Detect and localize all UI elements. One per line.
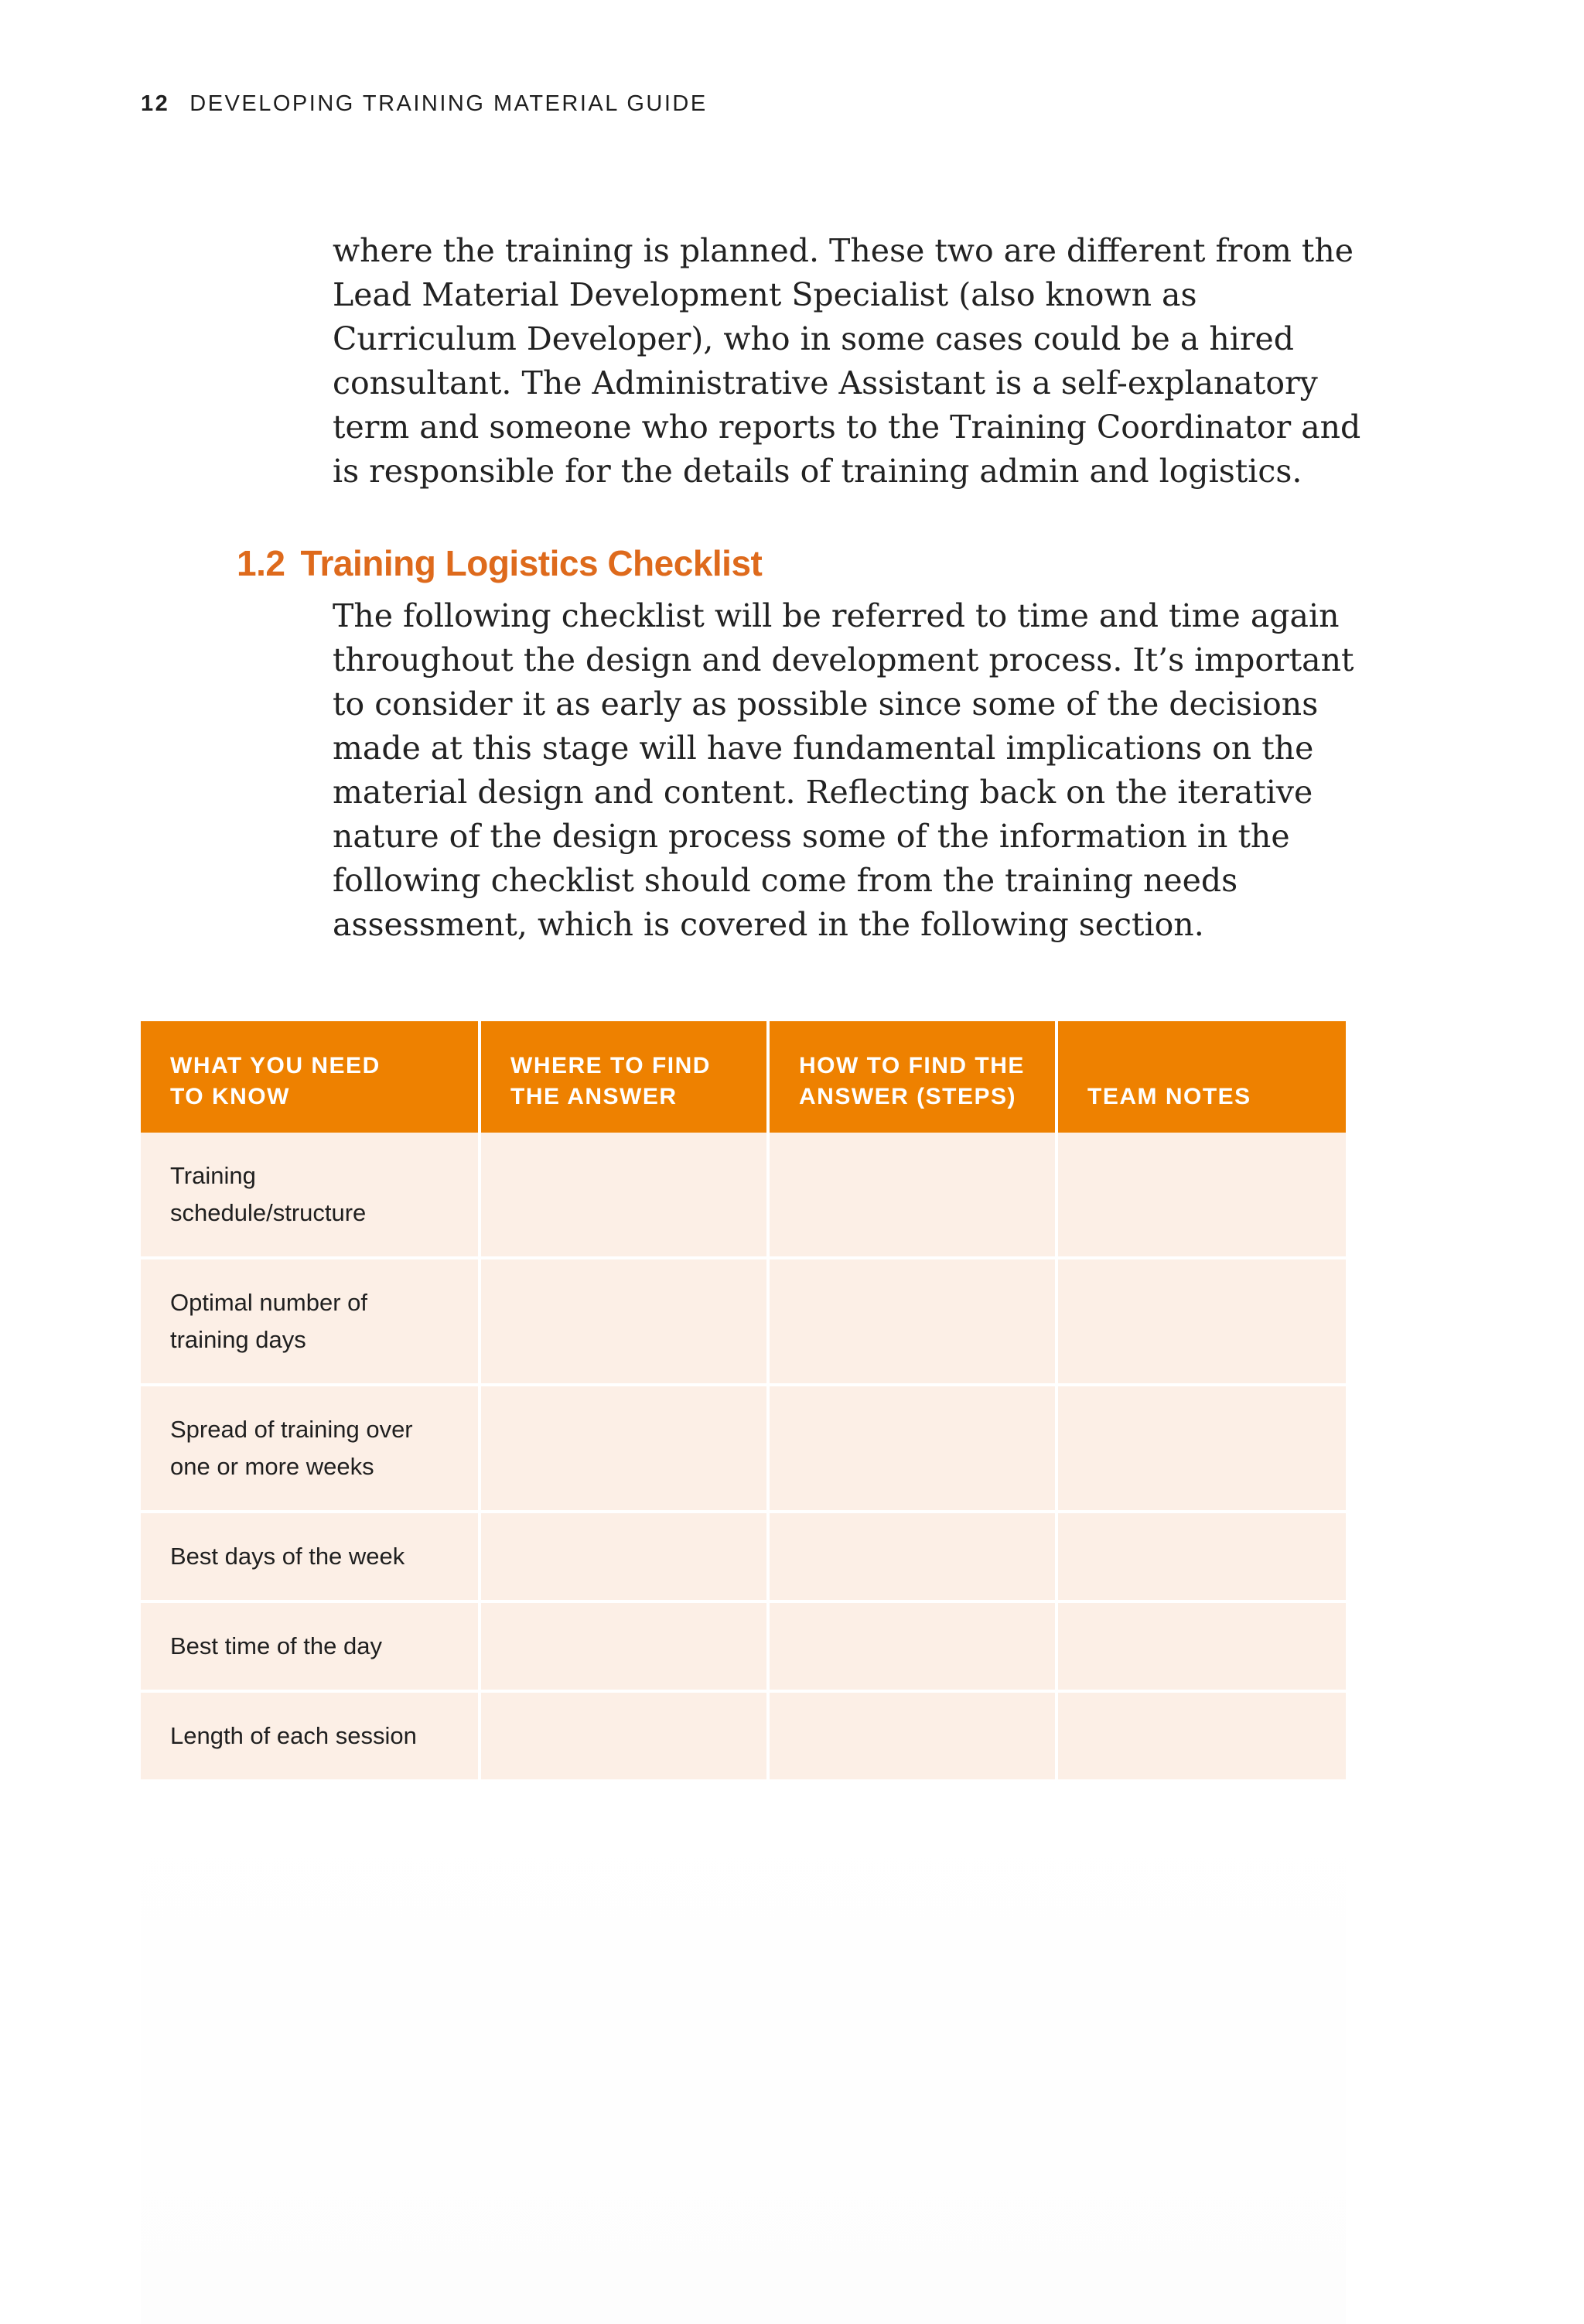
where-cell: [480, 1258, 768, 1385]
where-cell: [480, 1385, 768, 1512]
section-paragraph: The following checklist will be referred to time and time again throughout the design and development process. It’s important to consider it as early as possible since some of the decisions made at this stage will have fundamental implications on the material design and content. Reflecting back on the iterative nature of the design process some of the information in the following checklist should come from the training needs assessment, which is covered in the following section.: [333, 597, 1354, 943]
page-bottom-area: [141, 1787, 1346, 2324]
table-row: [141, 1133, 1346, 1258]
where-cell: [480, 1133, 768, 1258]
notes-cell: [1057, 1512, 1346, 1601]
how-cell: [768, 1385, 1057, 1512]
row-label: Spread of training over one or more weeks: [141, 1385, 480, 1512]
table-row: [141, 1601, 1346, 1691]
page-number: 12: [141, 91, 170, 116]
how-cell: [768, 1258, 1057, 1385]
section-number: 1.2: [237, 543, 285, 583]
logistics-checklist-table: [141, 1021, 1346, 1782]
table-row: [141, 1691, 1346, 1781]
how-cell: [768, 1512, 1057, 1601]
notes-cell: [1057, 1258, 1346, 1385]
section-title: Training Logistics Checklist: [300, 543, 763, 583]
header-how-to-find: HOW TO FIND THE ANSWER (STEPS): [768, 1021, 1057, 1133]
notes-cell: [1057, 1385, 1346, 1512]
header-title: DEVELOPING TRAINING MATERIAL GUIDE: [189, 91, 708, 116]
header-team-notes: TEAM NOTES: [1057, 1021, 1346, 1133]
how-cell: [768, 1601, 1057, 1691]
running-header: [141, 91, 708, 117]
how-cell: [768, 1691, 1057, 1781]
section-heading: [237, 542, 762, 585]
where-cell: [480, 1601, 768, 1691]
notes-cell: [1057, 1601, 1346, 1691]
table-header-row: [141, 1021, 1346, 1133]
table-row: [141, 1512, 1346, 1601]
row-label: Best days of the week: [141, 1512, 480, 1601]
table-row: [141, 1258, 1346, 1385]
header-what-you-need: WHAT YOU NEED TO KNOW: [141, 1021, 480, 1133]
notes-cell: [1057, 1691, 1346, 1781]
intro-paragraph: where the training is planned. These two are different from the Lead Material Development Specialist (also known as Curriculum Developer), who in some cases could be a hired consultant. The Administrative Assistant is a self-explanatory term and someone who reports to the Training Coordinator and is responsible for the details of training admin and logistics.: [333, 232, 1361, 490]
how-cell: [768, 1133, 1057, 1258]
where-cell: [480, 1512, 768, 1601]
row-label: Training schedule/structure: [141, 1133, 480, 1258]
where-cell: [480, 1691, 768, 1781]
header-where-to-find: WHERE TO FIND THE ANSWER: [480, 1021, 768, 1133]
row-label: Length of each session: [141, 1691, 480, 1781]
row-label: Best time of the day: [141, 1601, 480, 1691]
row-label: Optimal number of training days: [141, 1258, 480, 1385]
notes-cell: [1057, 1133, 1346, 1258]
table-row: [141, 1385, 1346, 1512]
